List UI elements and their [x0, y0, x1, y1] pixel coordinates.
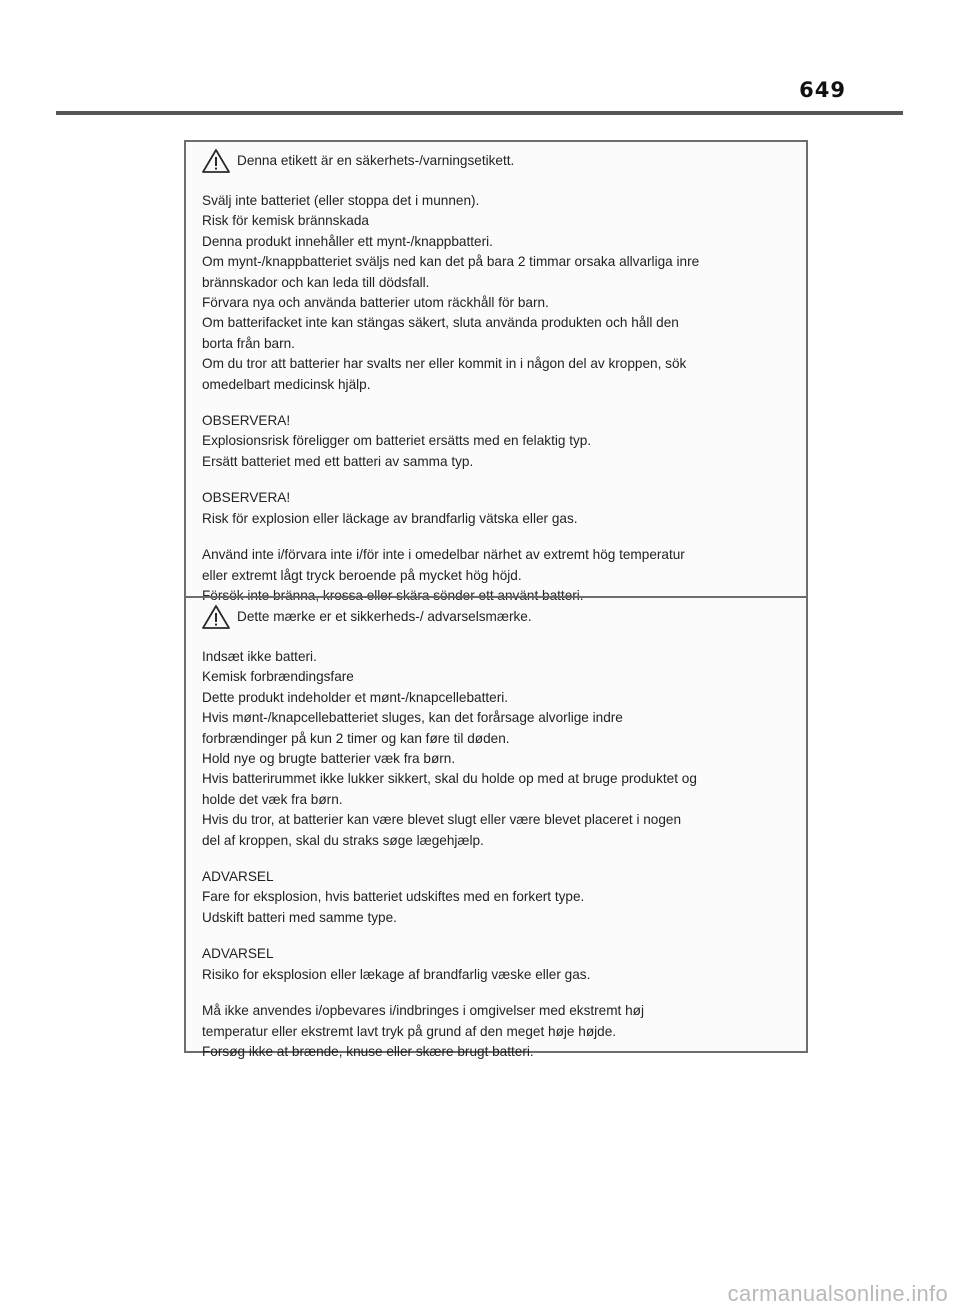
text-line: Om mynt-/knappbatteriet sväljs ned kan det på bara 2 timmar orsaka allvarliga inre — [202, 254, 700, 270]
text-line: Använd inte i/förvara inte i/för inte i omedelbar närhet av extremt hög temperatur — [202, 547, 685, 563]
text-line: temperatur eller ekstremt lavt tryk på grund af den meget høje højde. — [202, 1023, 617, 1039]
text-line: eller extremt lågt tryck beroende på mycket hög höjd. — [202, 567, 522, 583]
safety-label-box — [184, 140, 808, 1059]
warning-heading-swedish — [201, 147, 796, 175]
page-number: 649 — [799, 78, 846, 102]
text-line: Kemisk forbrændingsfare — [202, 669, 354, 685]
text-line: omedelbart medicinsk hjälp. — [202, 376, 371, 392]
warning-heading-text: Dette mærke er et sikkerheds-/ advarselsmærke. — [237, 609, 532, 624]
text-line: Indsæt ikke batteri. — [202, 649, 317, 664]
text-line: ADVARSEL — [202, 946, 274, 962]
text-line: Förvara nya och använda batterier utom räckhåll för barn. — [202, 295, 549, 311]
text-line: OBSERVERA! — [202, 413, 291, 429]
text-line: del af kroppen, skal du straks søge lægehjælp. — [202, 832, 484, 848]
paragraph-temperature-warning — [202, 1001, 796, 1062]
paragraph-leak-caution — [202, 488, 796, 529]
text-line: OBSERVERA! — [202, 490, 291, 506]
warning-heading-danish — [201, 603, 796, 631]
paragraph-replacement-caution — [202, 411, 796, 472]
text-line: ADVARSEL — [202, 869, 274, 885]
text-line: Hold nye og brugte batterier væk fra børn. — [202, 751, 456, 767]
text-line: Försök inte bränna, krossa eller skära sönder ett använt batteri. — [202, 587, 584, 603]
text-line: Hvis du tror, at batterier kan være blevet slugt eller være blevet placeret i nogen — [202, 812, 682, 828]
text-line: Forsøg ikke at brænde, knuse eller skære brugt batteri. — [202, 1043, 534, 1059]
header-rule — [56, 111, 903, 115]
text-line: Om du tror att batterier har svalts ner eller kommit in i någon del av kroppen, sök — [202, 356, 687, 372]
text-line: Svälj inte batteriet (eller stoppa det i munnen). — [202, 193, 480, 208]
paragraph-replacement-caution — [202, 867, 796, 928]
text-line: forbrændinger på kun 2 timer og kan føre til døden. — [202, 730, 510, 746]
paragraph-swallow-warning — [202, 647, 796, 851]
text-line: Må ikke anvendes i/opbevares i/indbringes i omgivelser med ekstremt høj — [202, 1003, 644, 1019]
text-line: borta från barn. — [202, 335, 295, 351]
text-line: Denna produkt innehåller ett mynt-/knappbatteri. — [202, 233, 493, 249]
text-line: Fare for eksplosion, hvis batteriet udskiftes med en forkert type. — [202, 889, 585, 905]
text-line: brännskador och kan leda till dödsfall. — [202, 274, 430, 290]
warning-heading-text: Denna etikett är en säkerhets-/varningsetikett. — [237, 153, 515, 168]
warning-triangle-icon — [201, 148, 231, 174]
text-line: holde det væk fra børn. — [202, 791, 343, 807]
text-line: Hvis mønt-/knapcellebatteriet sluges, kan det forårsage alvorlige indre — [202, 710, 623, 726]
text-line: Risiko for eksplosion eller lækage af brandfarlig væske eller gas. — [202, 966, 591, 982]
text-line: Risk för kemisk brännskada — [202, 213, 369, 229]
text-line: Om batterifacket inte kan stängas säkert, sluta använda produkten och håll den — [202, 315, 679, 331]
text-line: Ersätt batteriet med ett batteri av samma typ. — [202, 453, 474, 469]
warning-triangle-icon — [201, 604, 231, 630]
label-section-danish — [186, 596, 806, 1059]
footer-watermark: carmanualsonline.info — [727, 1281, 948, 1306]
text-line: Hvis batterirummet ikke lukker sikkert, skal du holde op med at bruge produktet og — [202, 771, 697, 787]
paragraph-swallow-warning — [202, 191, 796, 395]
label-section-swedish — [186, 142, 806, 603]
paragraph-leak-caution — [202, 944, 796, 985]
text-line: Risk för explosion eller läckage av brandfarlig vätska eller gas. — [202, 510, 578, 526]
text-line: Explosionsrisk föreligger om batteriet ersätts med en felaktig typ. — [202, 433, 592, 449]
text-line: Dette produkt indeholder et mønt-/knapcellebatteri. — [202, 689, 509, 705]
text-line: Udskift batteri med samme type. — [202, 909, 397, 925]
